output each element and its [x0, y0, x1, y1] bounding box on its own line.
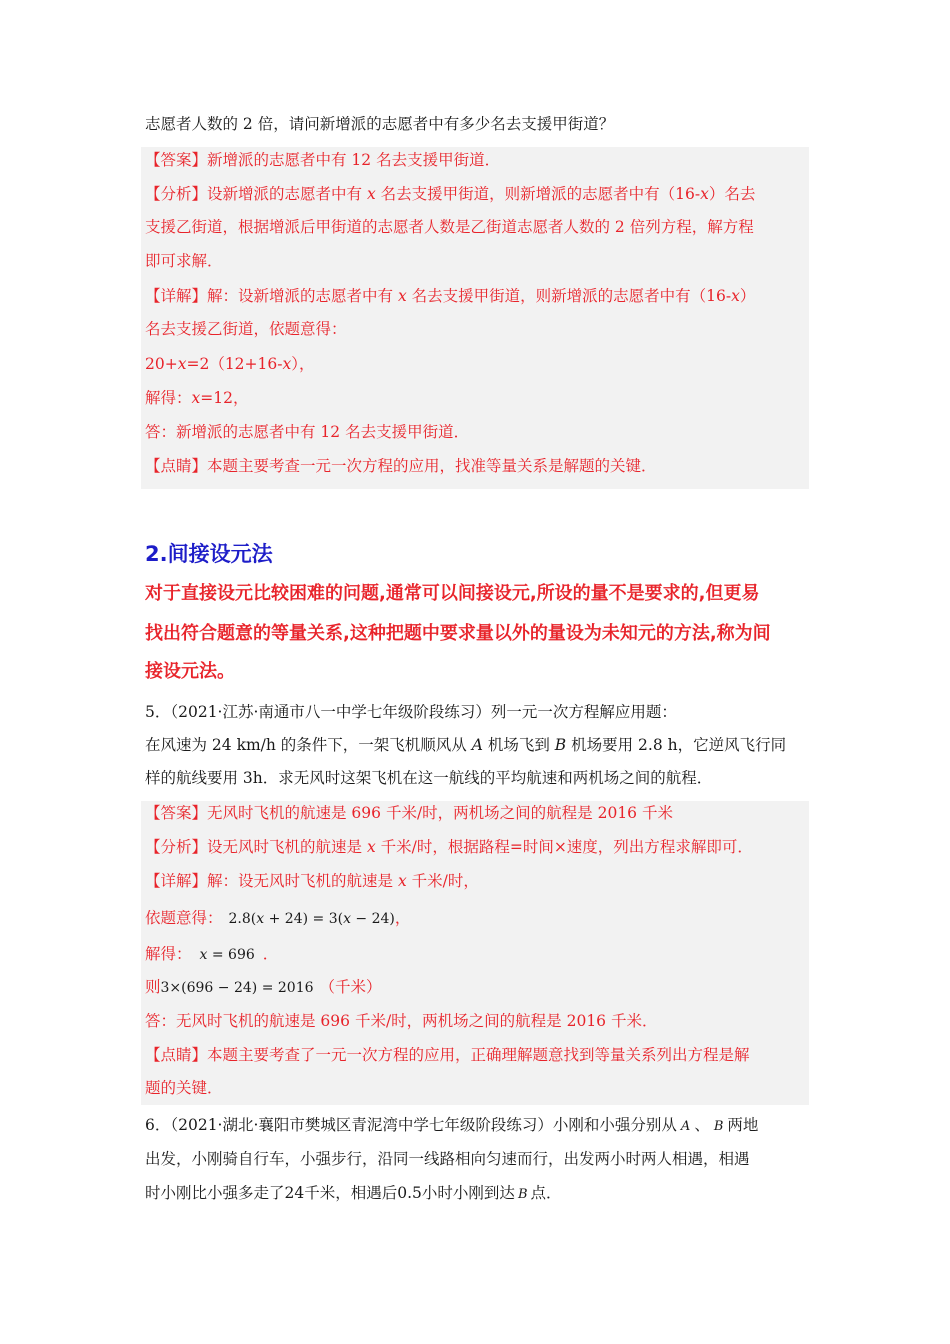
q5-detail: 【详解】解：设无风时飞机的航速是 x 千米/时， [145, 872, 479, 890]
q5-conclusion: 答：无风时飞机的航速是 696 千米/时，两机场之间的航程是 2016 千米． [145, 1012, 658, 1030]
q4-detail-line-2: 名去支援乙街道，依题意得： [145, 320, 347, 338]
q4-answer: 【答案】新增派的志愿者中有 12 名去支援甲街道． [145, 151, 501, 169]
q4-analysis-line-2: 支援乙街道，根据增派后甲街道的志愿者人数是乙街道志愿者人数的 2 倍列方程，解方程 [145, 218, 754, 236]
q5-then: 则3×(696 − 24) = 2016 （千米） [145, 978, 382, 996]
q4-solution: 解得：x=12， [145, 389, 249, 407]
q4-equation: 20+x=2（12+16-x）， [145, 355, 315, 373]
q5-head: 5．（2021·江苏·南通市八一中学七年级阶段练习）列一元一次方程解应用题： [145, 703, 677, 721]
q5-line-2: 样的航线要用 3h．求无风时这架飞机在这一航线的平均航速和两机场之间的航程． [145, 769, 713, 787]
q4-comment: 【点睛】本题主要考查一元一次方程的应用，找准等量关系是解题的关键． [145, 457, 657, 475]
q5-answer: 【答案】无风时飞机的航速是 696 千米/时，两机场之间的航程是 2016 千米 [145, 804, 673, 822]
section-desc-line-1: 对于直接设元比较困难的问题,通常可以间接设元,所设的量不是要求的,但更易 [145, 583, 760, 604]
q5-analysis: 【分析】设无风时飞机的航速是 x 千米/时，根据路程=时间×速度，列出方程求解即可． [145, 838, 753, 856]
q4-analysis-line-1: 【分析】设新增派的志愿者中有 x 名去支援甲街道，则新增派的志愿者中有（16-x）名去 [145, 185, 756, 203]
q4-analysis-line-3: 即可求解． [145, 252, 223, 270]
q5-equation: 依题意得： 2.8(x + 24) = 3(x − 24)， [145, 909, 411, 927]
q5-line-1: 在风速为 24 km/h 的条件下，一架飞机顺风从 A 机场飞到 B 机场要用 2.8 h，它逆风飞行同 [145, 736, 787, 754]
q5-comment-line-1: 【点睛】本题主要考查了一元一次方程的应用，正确理解题意找到等量关系列出方程是解 [145, 1046, 750, 1064]
q4-conclusion: 答：新增派的志愿者中有 12 名去支援甲街道． [145, 423, 470, 441]
q5-solution-math: x = 696 [199, 947, 255, 963]
section-desc-line-2: 找出符合题意的等量关系,这种把题中要求量以外的量设为未知元的方法,称为间 [145, 623, 771, 644]
section-heading: 2.间接设元法 [145, 542, 273, 566]
q6-line-2: 出发，小刚骑自行车，小强步行，沿同一线路相向匀速而行，出发两小时两人相遇，相遇 [145, 1150, 750, 1168]
q5-equation-math: 2.8(x + 24) = 3(x − 24) [228, 911, 395, 927]
q6-line-1: 6．（2021·湖北·襄阳市樊城区青泥湾中学七年级阶段练习）小刚和小强分别从 A 、 B 两地 [145, 1116, 759, 1134]
q4-detail-line-1: 【详解】解：设新增派的志愿者中有 x 名去支援甲街道，则新增派的志愿者中有（16-x） [145, 287, 756, 305]
q5-solution: 解得： x = 696 ． [145, 945, 279, 963]
q4-intro-line: 志愿者人数的 2 倍，请问新增派的志愿者中有多少名去支援甲街道？ [145, 115, 615, 133]
section-desc-line-3: 接设元法。 [145, 661, 235, 682]
q6-line-3: 时小刚比小强多走了24千米，相遇后0.5小时小刚到达 B 点． [145, 1184, 562, 1202]
q5-comment-line-2: 题的关键． [145, 1079, 223, 1097]
